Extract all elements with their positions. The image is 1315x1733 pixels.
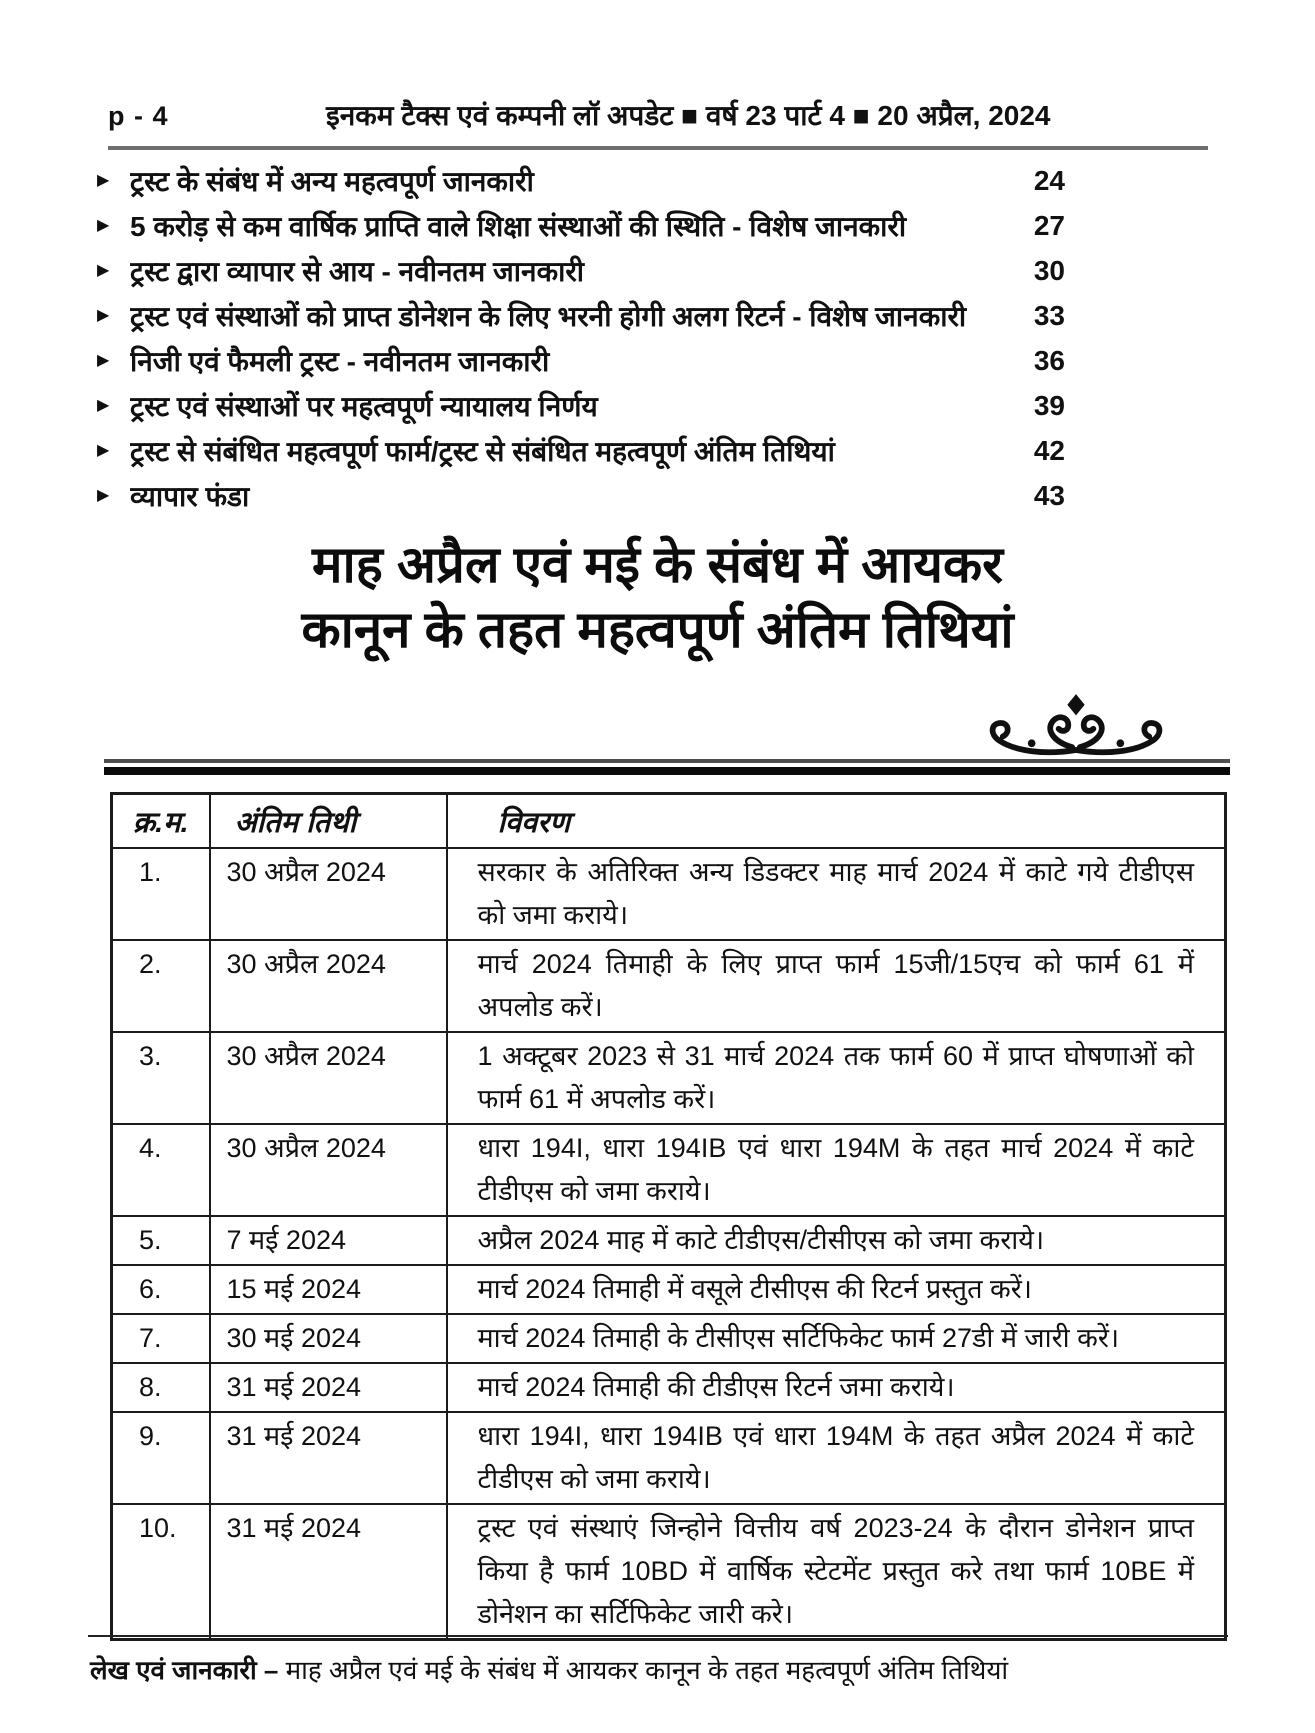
row-description-cell: धारा 194I, धारा 194IB एवं धारा 194M के तहत मार्च 2024 में काटे टीडीएस को जमा कराये।: [447, 1124, 1226, 1216]
bullet-triangle-icon: ▶: [97, 262, 110, 279]
table-row: [112, 848, 1226, 940]
section-title: [0, 532, 1315, 662]
table-row: [112, 1412, 1226, 1504]
row-description-cell: ट्रस्ट एवं संस्थाएं जिन्होने वित्तीय वर्ष 2023-24 के दौरान डोनेशन प्राप्त किया है फार्म 10BD में वार्षिक स्टेटमेंट प्रस्तुत करे तथा फार्म 10BE में डोनेशन का सर्टिफिकेट जारी करे।: [447, 1504, 1226, 1640]
deadlines-table: [110, 792, 1227, 1641]
row-due-date-cell: 30 अप्रैल 2024: [210, 1124, 447, 1216]
table-row: [112, 1124, 1226, 1216]
bullet-triangle-icon: ▶: [97, 397, 110, 414]
row-description-cell: मार्च 2024 तिमाही के टीसीएस सर्टिफिकेट फार्म 27डी में जारी करें।: [447, 1314, 1226, 1363]
toc-item: [97, 293, 1065, 338]
row-due-date-cell: 30 अप्रैल 2024: [210, 848, 447, 940]
table-row: [112, 1504, 1226, 1640]
section-title-line2: कानून के तहत महत्वपूर्ण अंतिम तिथियां: [301, 601, 1014, 658]
row-due-date-cell: 15 मई 2024: [210, 1265, 447, 1314]
toc-item-title: ट्रस्ट से संबंधित महत्वपूर्ण फार्म/ट्रस्ट से संबंधित महत्वपूर्ण अंतिम तिथियां: [130, 435, 835, 467]
journal-title-line: इनकम टैक्स एवं कम्पनी लॉ अपडेट ■ वर्ष 23 पार्ट 4 ■ 20 अप्रैल, 2024: [326, 100, 1051, 131]
footer-text: माह अप्रैल एवं मई के संबंध में आयकर कानून के तहत महत्वपूर्ण अंतिम तिथियां: [278, 1655, 1009, 1685]
toc-item: [97, 428, 1065, 473]
row-serial-cell: 5.: [112, 1216, 210, 1265]
row-description-cell: 1 अक्टूबर 2023 से 31 मार्च 2024 तक फार्म 60 में प्राप्त घोषणाओं को फार्म 61 में अपलोड करें।: [447, 1032, 1226, 1124]
header-rule: [108, 146, 1208, 150]
double-rule-thick-line: [104, 767, 1230, 775]
row-due-date-cell: 7 मई 2024: [210, 1216, 447, 1265]
row-serial-cell: 6.: [112, 1265, 210, 1314]
toc-item-page-number: 43: [1033, 479, 1065, 511]
bullet-triangle-icon: ▶: [97, 487, 110, 504]
table-header-row: [112, 794, 1226, 849]
toc-item-page-number: 42: [1033, 434, 1065, 466]
footer-rule: [88, 1635, 1228, 1637]
table-row: [112, 1363, 1226, 1412]
toc-item: [97, 248, 1065, 293]
bullet-triangle-icon: ▶: [97, 217, 110, 234]
table-row: [112, 1314, 1226, 1363]
row-description-cell: अप्रैल 2024 माह में काटे टीडीएस/टीसीएस को जमा कराये।: [447, 1216, 1226, 1265]
double-rule: [104, 759, 1230, 775]
page-number-label: p - 4: [108, 101, 169, 131]
toc-item: [97, 203, 1065, 248]
table-row: [112, 1216, 1226, 1265]
toc-item: [97, 158, 1065, 203]
toc-item: [97, 383, 1065, 428]
toc-item-title: व्यापार फंडा: [130, 480, 250, 512]
double-rule-thin-line: [104, 759, 1230, 763]
bullet-triangle-icon: ▶: [97, 307, 110, 324]
row-due-date-cell: 31 मई 2024: [210, 1363, 447, 1412]
row-serial-cell: 4.: [112, 1124, 210, 1216]
row-description-cell: मार्च 2024 तिमाही में वसूले टीसीएस की रिटर्न प्रस्तुत करें।: [447, 1265, 1226, 1314]
toc-item-title: निजी एवं फैमली ट्रस्ट - नवीनतम जानकारी: [130, 345, 550, 377]
toc-item-title: ट्रस्ट द्वारा व्यापार से आय - नवीनतम जानकारी: [130, 255, 585, 287]
row-description-cell: धारा 194I, धारा 194IB एवं धारा 194M के तहत अप्रैल 2024 में काटे टीडीएस को जमा कराये।: [447, 1412, 1226, 1504]
row-serial-cell: 10.: [112, 1504, 210, 1640]
toc-item-page-number: 36: [1033, 344, 1065, 376]
running-head: [108, 96, 1208, 134]
toc-item: [97, 473, 1065, 518]
column-header-serial: क्र.म.: [112, 794, 210, 849]
toc-item-page-number: 30: [1033, 254, 1065, 286]
toc-item-page-number: 33: [1033, 299, 1065, 331]
bullet-triangle-icon: ▶: [97, 172, 110, 189]
row-due-date-cell: 31 मई 2024: [210, 1412, 447, 1504]
toc-item-title: 5 करोड़ से कम वार्षिक प्राप्ति वाले शिक्षा संस्थाओं की स्थिति - विशेष जानकारी: [130, 210, 907, 242]
row-serial-cell: 2.: [112, 940, 210, 1032]
bullet-triangle-icon: ▶: [97, 352, 110, 369]
flourish-ornament-icon: [970, 692, 1182, 756]
toc-item-title: ट्रस्ट एवं संस्थाओं पर महत्वपूर्ण न्यायालय निर्णय: [130, 390, 598, 422]
toc-item-page-number: 39: [1033, 389, 1065, 421]
column-header-description: विवरण: [447, 794, 1226, 849]
page-footer: [90, 1652, 1235, 1688]
toc-item: [97, 338, 1065, 383]
footer-label: लेख एवं जानकारी –: [90, 1655, 279, 1685]
toc-item-title: ट्रस्ट के संबंध में अन्य महत्वपूर्ण जानकारी: [130, 165, 534, 197]
toc-item-title: ट्रस्ट एवं संस्थाओं को प्राप्त डोनेशन के लिए भरनी होगी अलग रिटर्न - विशेष जानकारी: [130, 300, 967, 332]
row-description-cell: मार्च 2024 तिमाही के लिए प्राप्त फार्म 15जी/15एच को फार्म 61 में अपलोड करें।: [447, 940, 1226, 1032]
bullet-triangle-icon: ▶: [97, 442, 110, 459]
toc-item-page-number: 24: [1033, 164, 1065, 196]
row-serial-cell: 8.: [112, 1363, 210, 1412]
row-due-date-cell: 30 मई 2024: [210, 1314, 447, 1363]
column-header-due-date: अंतिम तिथी: [210, 794, 447, 849]
row-serial-cell: 3.: [112, 1032, 210, 1124]
table-row: [112, 1032, 1226, 1124]
toc-item-page-number: 27: [1033, 209, 1065, 241]
table-row: [112, 1265, 1226, 1314]
row-serial-cell: 7.: [112, 1314, 210, 1363]
row-description-cell: सरकार के अतिरिक्त अन्य डिडक्टर माह मार्च 2024 में काटे गये टीडीएस को जमा कराये।: [447, 848, 1226, 940]
row-due-date-cell: 30 अप्रैल 2024: [210, 940, 447, 1032]
row-due-date-cell: 31 मई 2024: [210, 1504, 447, 1640]
section-title-line1: माह अप्रैल एवं मई के संबंध में आयकर: [312, 536, 1003, 593]
row-description-cell: मार्च 2024 तिमाही की टीडीएस रिटर्न जमा कराये।: [447, 1363, 1226, 1412]
table-of-contents: [97, 158, 1065, 518]
row-due-date-cell: 30 अप्रैल 2024: [210, 1032, 447, 1124]
row-serial-cell: 1.: [112, 848, 210, 940]
table-row: [112, 940, 1226, 1032]
row-serial-cell: 9.: [112, 1412, 210, 1504]
